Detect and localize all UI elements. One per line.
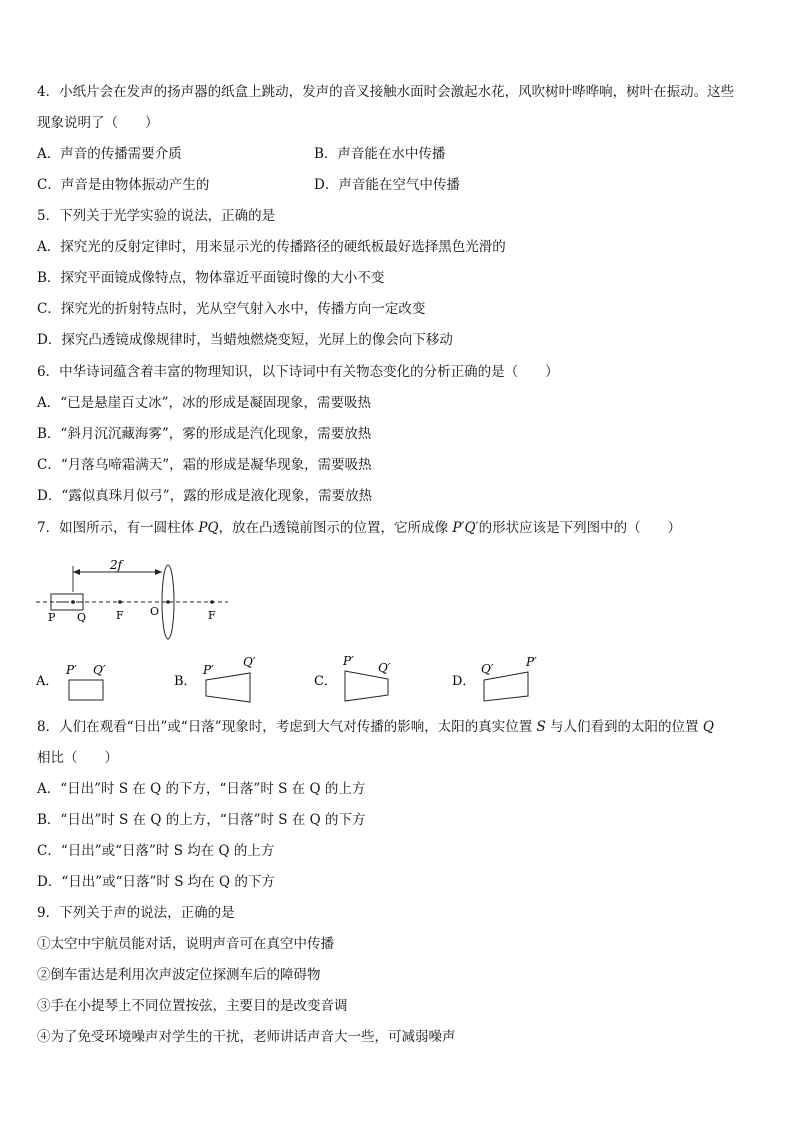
q9-item-1: ①太空中宇航员能对话，说明声音可在真空中传播 <box>37 936 334 952</box>
q9-stem: 9．下列关于声的说法，正确的是 <box>37 905 235 921</box>
choice-d-left-label: Q′ <box>481 662 494 676</box>
choice-b-right-label: Q′ <box>243 655 256 669</box>
choice-b-shape <box>206 673 250 702</box>
q7-stem-image: P′Q′ <box>452 520 479 536</box>
choice-d-right-label: P′ <box>526 655 537 669</box>
q4-stem-line1: 4．小纸片会在发声的扬声器的纸盒上跳动，发声的音叉接触水面时会激起水花，风吹树叶哗哗响，树叶在振动。这些 <box>37 84 735 100</box>
q8-stem-mid: 与人们看到的太阳的位置 <box>545 719 703 735</box>
q7-stem-pre: 7．如图所示，有一圆柱体 <box>37 520 199 536</box>
q7-stem-pq: PQ <box>198 520 219 536</box>
q8-stem-line2: 相比（ ） <box>37 750 118 766</box>
q8-option-b: B．“日出”时 S 在 Q 的上方，“日落”时 S 在 Q 的下方 <box>37 812 366 828</box>
focus-left-dot <box>118 600 122 604</box>
q4-option-a: A．声音的传播需要介质 <box>37 146 182 162</box>
q4-option-c: C．声音是由物体振动产生的 <box>37 177 210 193</box>
q8-option-d: D．“日出”或“日落”时 S 均在 Q 的下方 <box>37 874 275 890</box>
q5-option-a: A．探究光的反射定律时，用来显示光的传播路径的硬纸板最好选择黑色光滑的 <box>37 239 506 255</box>
q9-item-2: ②倒车雷达是利用次声波定位探测车后的障碍物 <box>37 967 321 983</box>
label-p: P <box>48 611 56 624</box>
q7-stem-mid: ，放在凸透镜前图示的位置，它所成像 <box>218 520 453 536</box>
label-f-left: F <box>116 609 124 622</box>
q8-option-a: A．“日出”时 S 在 Q 的下方，“日落”时 S 在 Q 的上方 <box>37 781 366 797</box>
q7-answer-choices <box>36 654 576 708</box>
label-q: Q <box>77 611 87 624</box>
label-o: O <box>150 605 160 618</box>
q7-stem-post: 的形状应该是下列图中的（ ） <box>478 520 682 536</box>
q6-stem: 6．中华诗词蕴含着丰富的物理知识，以下诗词中有关物态变化的分析正确的是（ ） <box>37 364 559 380</box>
q6-option-b: B．“斜月沉沉藏海雾”，雾的形成是汽化现象，需要放热 <box>37 426 372 442</box>
q7-stem <box>37 518 681 538</box>
choice-b-left-label: P′ <box>203 663 214 677</box>
choice-c-letter: C． <box>314 674 337 689</box>
arrow-left-icon <box>73 569 80 575</box>
choice-a-shape <box>69 680 103 700</box>
q5-option-c: C．探究光的折射特点时，光从空气射入水中，传播方向一定改变 <box>37 301 426 317</box>
arrow-right-icon <box>155 569 162 575</box>
q5-option-d: D．探究凸透镜成像规律时，当蜡烛燃烧变短，光屏上的像会向下移动 <box>37 332 453 348</box>
label-2f: 2f <box>110 558 123 572</box>
choice-d-letter: D． <box>452 674 476 689</box>
q8-option-c: C．“日出”或“日落”时 S 均在 Q 的上方 <box>37 843 275 859</box>
choice-c-right-label: Q′ <box>378 661 391 675</box>
q9-item-3: ③手在小提琴上不同位置按弦，主要目的是改变音调 <box>37 998 348 1014</box>
q6-option-a: A．“已是悬崖百丈冰”，冰的形成是凝固现象，需要吸热 <box>37 395 372 411</box>
q6-option-d: D．“露似真珠月似弓”，露的形成是液化现象，需要放热 <box>37 488 373 504</box>
focus-right-dot <box>210 600 214 604</box>
optical-center-dot <box>166 600 170 604</box>
choice-a-left-label: P′ <box>66 663 77 677</box>
choice-d-shape <box>484 672 528 701</box>
choice-a-right-label: Q′ <box>93 663 106 677</box>
q7-lens-diagram <box>36 558 236 646</box>
label-f-right: F <box>208 609 216 622</box>
q8-stem-line1 <box>37 717 714 737</box>
q5-option-b: B．探究平面镜成像特点，物体靠近平面镜时像的大小不变 <box>37 270 385 286</box>
q4-option-d: D．声音能在空气中传播 <box>314 177 460 193</box>
choice-c-left-label: P′ <box>343 654 354 668</box>
choice-c-shape <box>345 671 388 701</box>
q4-stem-line2: 现象说明了（ ） <box>37 115 159 131</box>
choice-b-letter: B． <box>174 674 197 689</box>
q8-stem-s: S <box>536 719 546 735</box>
q6-option-c: C．“月落乌啼霜满天”，霜的形成是凝华现象，需要吸热 <box>37 457 372 473</box>
q8-stem-q: Q <box>702 719 714 735</box>
q4-option-b: B．声音能在水中传播 <box>314 146 446 162</box>
q8-stem-pre: 8．人们在观看“日出”或“日落”现象时，考虑到大气对传播的影响，太阳的真实位置 <box>37 719 537 735</box>
choice-a-letter: A． <box>36 674 59 689</box>
q9-item-4: ④为了免受环境噪声对学生的干扰，老师讲话声音大一些，可减弱噪声 <box>37 1029 456 1045</box>
q5-stem: 5．下列关于光学实验的说法，正确的是 <box>37 208 276 224</box>
